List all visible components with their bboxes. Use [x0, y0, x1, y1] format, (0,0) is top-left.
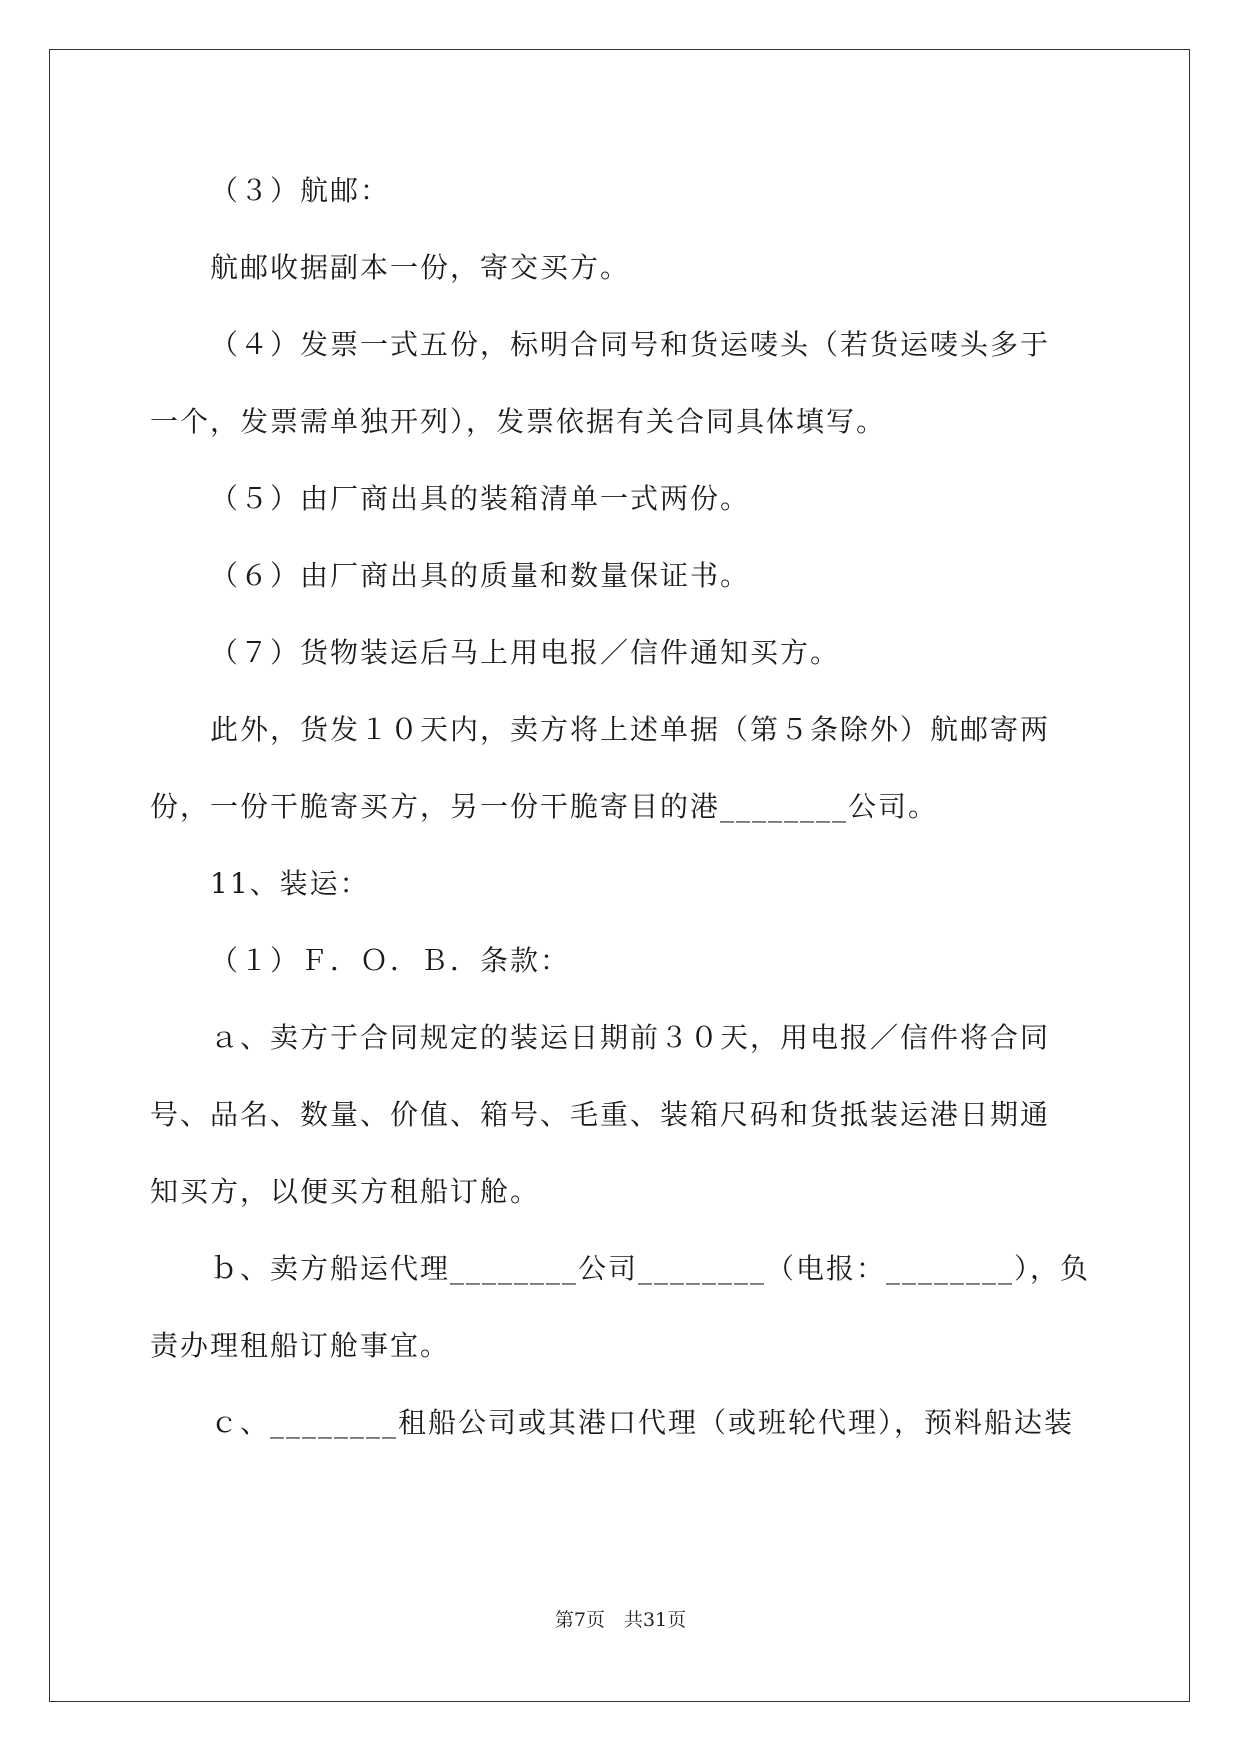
paragraph-line: 知买方，以便买方租船订舱。 — [150, 1175, 541, 1208]
paragraph-line: 此外，货发１０天内，卖方将上述单据（第５条除外）航邮寄两 — [210, 713, 1051, 746]
paragraph-line: ｃ、________租船公司或其港口代理（或班轮代理），预料船达装 — [210, 1406, 1075, 1439]
paragraph-line: （５）由厂商出具的装箱清单一式两份。 — [210, 482, 751, 515]
paragraph-line: （６）由厂商出具的质量和数量保证书。 — [210, 559, 751, 592]
page-number-footer: 第7页 共31页 — [554, 1609, 687, 1631]
paragraph-line: （３）航邮： — [210, 174, 391, 207]
paragraph-line: ａ、卖方于合同规定的装运日期前３０天，用电报／信件将合同 — [210, 1021, 1051, 1054]
paragraph-line: 份，一份干脆寄买方，另一份干脆寄目的港________公司。 — [150, 790, 939, 823]
paragraph-line: 航邮收据副本一份，寄交买方。 — [210, 251, 631, 284]
paragraph-line: 一个，发票需单独开列），发票依据有关合同具体填写。 — [150, 405, 887, 438]
paragraph-line: 号、品名、数量、价值、箱号、毛重、装箱尺码和货抵装运港日期通 — [150, 1098, 1051, 1131]
paragraph-line: （１）Ｆ．Ｏ．Ｂ．条款： — [210, 944, 571, 977]
paragraph-line: （７）货物装运后马上用电报／信件通知买方。 — [210, 636, 841, 669]
section-heading: 11、装运： — [210, 867, 370, 900]
paragraph-line: ｂ、卖方船运代理________公司________（电报：________），负 — [210, 1252, 1091, 1285]
paragraph-line: 责办理租船订舱事宜。 — [150, 1329, 451, 1362]
paragraph-line: （４）发票一式五份，标明合同号和货运唛头（若货运唛头多于 — [210, 328, 1051, 361]
